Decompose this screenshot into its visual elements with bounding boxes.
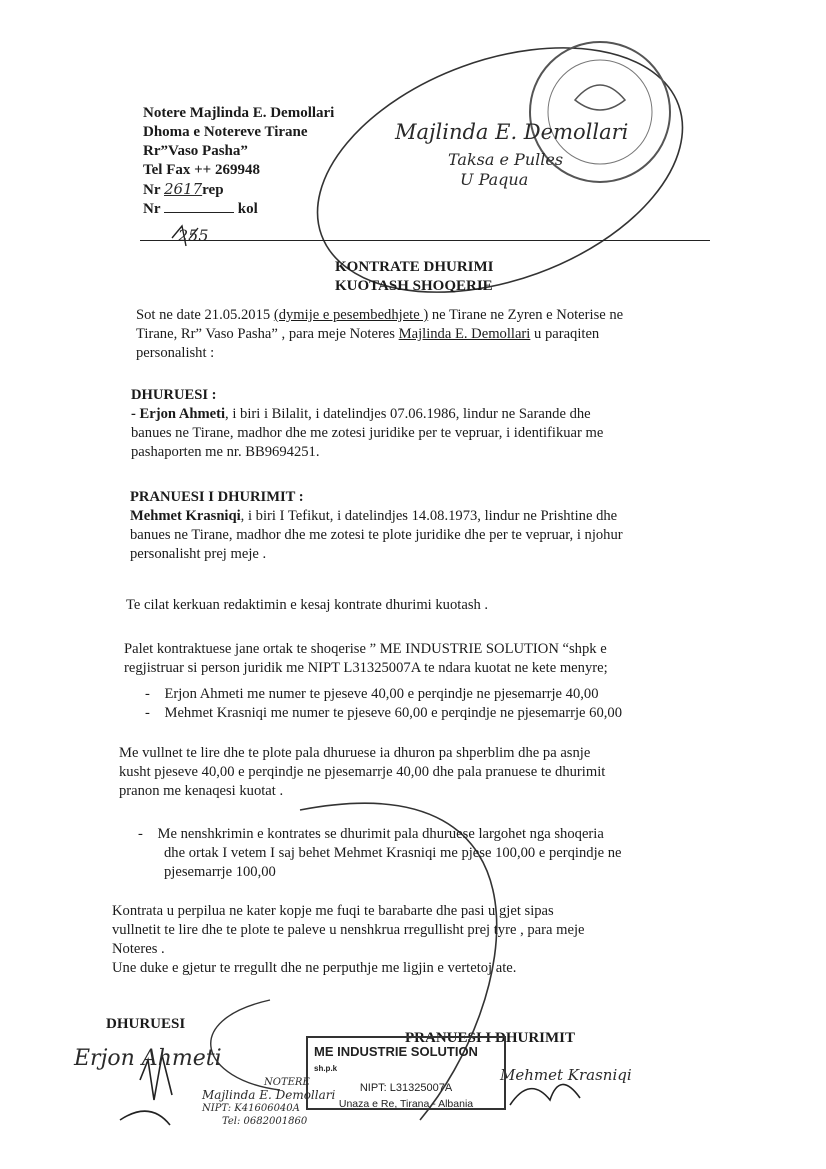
nr-kol-line: Nr kol — [143, 201, 258, 217]
tax-paid-line: U Paqua — [460, 170, 529, 189]
list-item: - Mehmet Krasniqi me numer te pjeseve 60,00 e perqindje ne pjesemarrje 60,00 — [145, 705, 622, 721]
recipient-section: PRANUESI I DHURIMIT : Mehmet Krasniqi, i biri I Tefikut, i datelindjes 14.08.1973, lindur ne Prishtine dhe banues ne Tirane, madhor dhe me zotesi te plote juridike dhe per te vepruar, i njohur personalisht prej meje . — [130, 488, 735, 564]
request-line: Te cilat kerkuan redaktimin e kesaj kontrate dhurimi kuotash . — [126, 597, 489, 613]
header-divider — [140, 240, 710, 241]
recipient-name: Mehmet Krasniqi — [130, 508, 241, 524]
nr-rep-handwritten: 2617 — [163, 180, 203, 198]
donor-name: - Erjon Ahmeti — [131, 406, 226, 422]
recipient-heading: PRANUESI I DHURIMIT : — [130, 489, 304, 505]
recipient-scribble — [510, 1084, 580, 1105]
header-line: Rr”Vaso Pasha” — [143, 143, 248, 159]
donor-heading: DHURUESI : — [131, 387, 217, 403]
header-line: Tel Fax ++ 269948 — [143, 162, 260, 178]
donor-handwritten-signature: Erjon Ahmeti — [74, 1046, 222, 1071]
document-title: KONTRATE DHURIMI KUOTASH SHOQERIE — [335, 259, 494, 294]
header-line: Dhoma e Notereve Tirane — [143, 124, 308, 140]
nr-rep-line: Nr 2617rep — [143, 180, 224, 198]
list-item: - Erjon Ahmeti me numer te pjeseve 40,00 e perqindje ne pjesemarrje 40,00 — [145, 686, 599, 702]
parties-paragraph: Palet kontraktuese jane ortak te shoqerise ” ME INDUSTRIE SOLUTION “shpk e regjistruar si person juridik me NIPT L31325007A te ndara kuotat ne kete menyre; — [124, 641, 608, 676]
recipient-signature-label: PRANUESI I DHURIMIT — [405, 1030, 576, 1046]
tax-paid-line: Taksa e Pulles — [448, 150, 564, 169]
donor-section: DHURUESI : - Erjon Ahmeti, i biri i Bilalit, i datelindjes 07.06.1986, lindur ne Sarande dhe banues ne Tirane, madhor dhe me zotesi juridike per te vepruar, i identifikuar me pashaporten me nr. BB9694251. — [131, 386, 731, 462]
company-stamp: ME INDUSTRIE SOLUTION sh.p.k NIPT: L31325007A Unaza e Re, Tirana - Albania — [306, 1036, 506, 1110]
signature-clause: - Me nenshkrimin e kontrates se dhurimit pala dhuruese largohet nga shoqeria dhe ortak I vetem I saj behet Mehmet Krasniqi me pjese 100,00 e perqindje ne pjesemarrje 100,00 — [138, 826, 622, 880]
intro-paragraph: Sot ne date 21.05.2015 (dymije e pesembedhjete ) ne Tirane ne Zyren e Noterise ne Tirane, Rr” Vaso Pasha” , para meje Noteres Majlinda E. Demollari u paraqiten personalisht : — [136, 307, 624, 361]
recipient-handwritten-signature: Mehmet Krasniqi — [500, 1066, 632, 1084]
quota-list — [145, 685, 705, 723]
closing-paragraph: Kontrata u perpilua ne kater kopje me fuqi te barabarte dhe pasi u gjet sipas vullnetit te lire dhe te plote te paleve u nenshkrua rregullisht prej tyre , para meje Noteres . Une duke e gjetur te rregullt dhe ne perputhje me ligjin e vertetoj ate. — [112, 903, 585, 976]
donation-paragraph: Me vullnet te lire dhe te plote pala dhuruese ia dhuron pa shperblim dhe pa asnje kusht pjeseve 40,00 e perqindje ne pjesemarrje 40,00 dhe pala pranuese te dhurimit pranon me kenaqesi kuotat . — [119, 745, 606, 799]
notary-header — [143, 104, 334, 219]
notary-stamp-lower: NOTERE Majlinda E. Demollari NIPT: K41606040A Tel: 0682001860 — [202, 1077, 336, 1127]
notary-signature-name: Majlinda E. Demollari — [395, 120, 629, 144]
donor-signature-label: DHURUESI — [106, 1016, 186, 1032]
kol-handwritten: 255 — [178, 226, 209, 245]
header-line: Notere Majlinda E. Demollari — [143, 105, 335, 121]
